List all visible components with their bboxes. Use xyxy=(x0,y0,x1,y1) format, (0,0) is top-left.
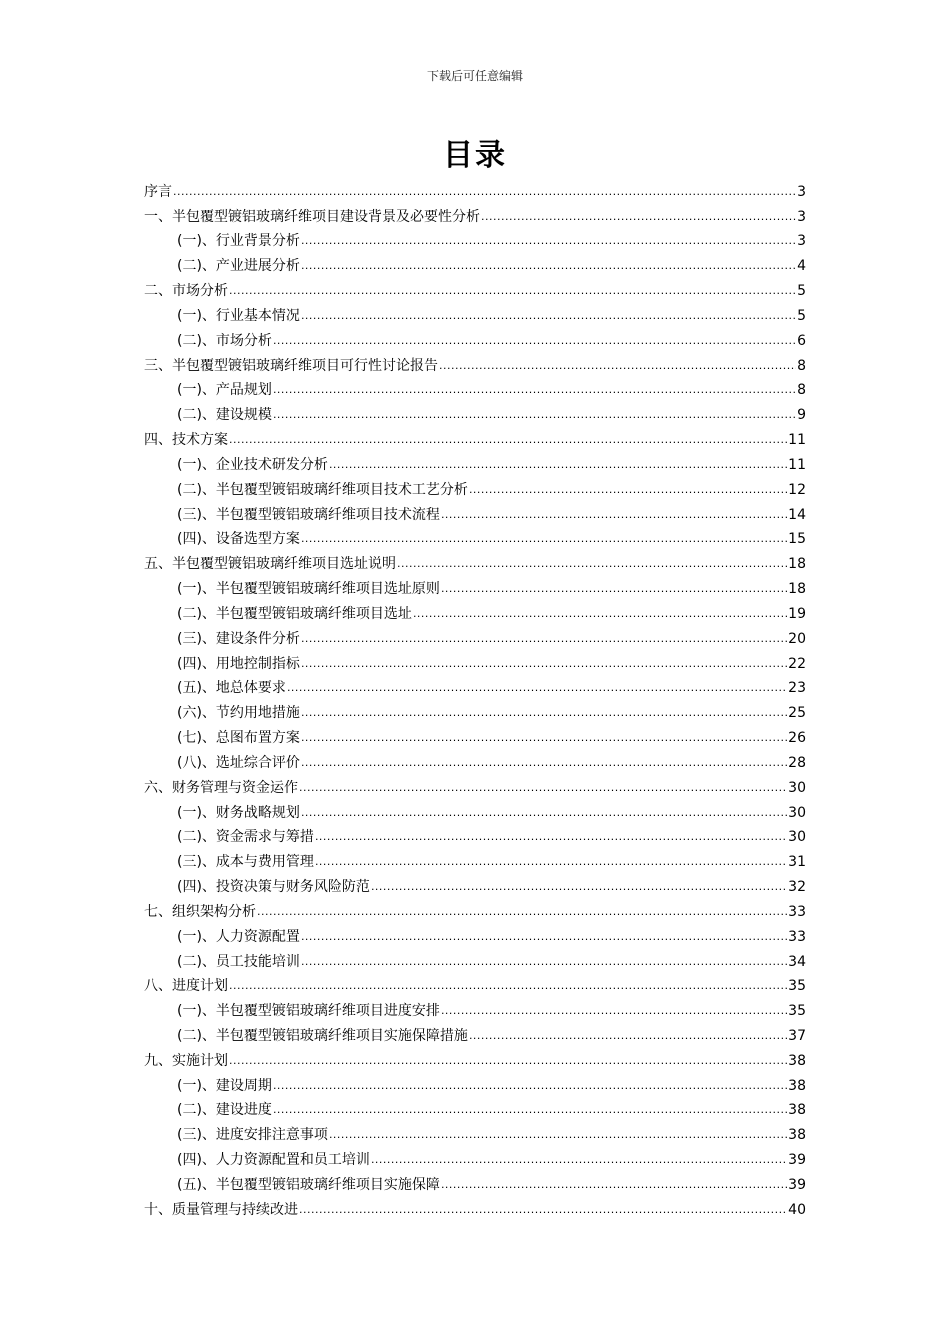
toc-entry-label: (一)、产品规划 xyxy=(177,382,272,399)
toc-dot-leader xyxy=(441,580,787,597)
toc-dot-leader xyxy=(229,1052,787,1069)
toc-subsection-entry[interactable] xyxy=(144,921,806,946)
toc-entry-page-number: 39 xyxy=(788,1152,806,1169)
toc-dot-leader xyxy=(229,431,787,448)
toc-entry-label: (四)、人力资源配置和员工培训 xyxy=(177,1152,370,1169)
toc-entry-page-number: 38 xyxy=(788,1102,806,1119)
toc-entry-page-number: 12 xyxy=(788,481,806,498)
toc-dot-leader xyxy=(273,381,796,398)
toc-dot-leader xyxy=(301,655,787,672)
toc-dot-leader xyxy=(173,183,796,200)
toc-entry-label: (三)、成本与费用管理 xyxy=(177,854,314,871)
toc-dot-leader xyxy=(439,357,796,374)
table-of-contents xyxy=(144,176,806,1219)
toc-entry-page-number: 6 xyxy=(797,332,806,349)
toc-section-entry[interactable] xyxy=(144,201,806,226)
toc-section-entry[interactable] xyxy=(144,548,806,573)
toc-dot-leader xyxy=(301,804,787,821)
toc-subsection-entry[interactable] xyxy=(144,846,806,871)
toc-section-entry[interactable] xyxy=(144,424,806,449)
toc-entry-label: 十、质量管理与持续改进 xyxy=(144,1201,298,1218)
toc-dot-leader xyxy=(257,903,787,920)
toc-entry-label: 二、市场分析 xyxy=(144,283,228,300)
toc-section-entry[interactable] xyxy=(144,275,806,300)
toc-entry-page-number: 3 xyxy=(797,233,806,250)
toc-dot-leader xyxy=(273,1077,787,1094)
toc-entry-page-number: 9 xyxy=(797,407,806,424)
toc-dot-leader xyxy=(371,878,787,895)
toc-dot-leader xyxy=(329,1126,787,1143)
toc-entry-label: (二)、半包覆型镀铝玻璃纤维项目实施保障措施 xyxy=(177,1027,468,1044)
toc-subsection-entry[interactable] xyxy=(144,474,806,499)
toc-dot-leader xyxy=(299,1201,787,1218)
toc-dot-leader xyxy=(315,828,787,845)
toc-subsection-entry[interactable] xyxy=(144,623,806,648)
toc-entry-page-number: 31 xyxy=(788,854,806,871)
toc-subsection-entry[interactable] xyxy=(144,226,806,251)
toc-subsection-entry[interactable] xyxy=(144,300,806,325)
toc-entry-label: (一)、行业背景分析 xyxy=(177,233,300,250)
toc-subsection-entry[interactable] xyxy=(144,673,806,698)
toc-dot-leader xyxy=(301,257,796,274)
toc-subsection-entry[interactable] xyxy=(144,1119,806,1144)
toc-entry-page-number: 30 xyxy=(788,779,806,796)
toc-entry-label: (三)、半包覆型镀铝玻璃纤维项目技术流程 xyxy=(177,506,440,523)
toc-entry-page-number: 8 xyxy=(797,382,806,399)
toc-section-entry[interactable] xyxy=(144,772,806,797)
toc-subsection-entry[interactable] xyxy=(144,1095,806,1120)
toc-section-entry[interactable] xyxy=(144,896,806,921)
toc-dot-leader xyxy=(329,456,787,473)
toc-dot-leader xyxy=(469,481,787,498)
toc-subsection-entry[interactable] xyxy=(144,822,806,847)
toc-dot-leader xyxy=(273,1101,787,1118)
toc-dot-leader xyxy=(481,208,796,225)
toc-entry-label: 三、半包覆型镀铝玻璃纤维项目可行性讨论报告 xyxy=(144,357,438,374)
toc-entry-page-number: 11 xyxy=(788,432,806,449)
toc-subsection-entry[interactable] xyxy=(144,1169,806,1194)
toc-subsection-entry[interactable] xyxy=(144,648,806,673)
toc-entry-page-number: 14 xyxy=(788,506,806,523)
toc-section-entry[interactable] xyxy=(144,1045,806,1070)
toc-entry-page-number: 32 xyxy=(788,879,806,896)
toc-dot-leader xyxy=(301,630,787,647)
toc-entry-label: (八)、选址综合评价 xyxy=(177,754,300,771)
toc-section-entry[interactable] xyxy=(144,176,806,201)
toc-subsection-entry[interactable] xyxy=(144,697,806,722)
toc-entry-label: (四)、用地控制指标 xyxy=(177,655,300,672)
toc-entry-label: (四)、设备选型方案 xyxy=(177,531,300,548)
toc-entry-label: (二)、资金需求与筹措 xyxy=(177,829,314,846)
toc-entry-page-number: 33 xyxy=(788,903,806,920)
toc-entry-label: (一)、半包覆型镀铝玻璃纤维项目进度安排 xyxy=(177,1003,440,1020)
toc-entry-page-number: 30 xyxy=(788,804,806,821)
toc-dot-leader xyxy=(301,928,787,945)
toc-entry-page-number: 25 xyxy=(788,705,806,722)
toc-dot-leader xyxy=(441,1176,787,1193)
toc-entry-page-number: 38 xyxy=(788,1127,806,1144)
toc-entry-page-number: 4 xyxy=(797,258,806,275)
toc-entry-page-number: 3 xyxy=(797,208,806,225)
toc-entry-page-number: 34 xyxy=(788,953,806,970)
toc-subsection-entry[interactable] xyxy=(144,499,806,524)
toc-entry-page-number: 28 xyxy=(788,754,806,771)
toc-entry-label: (三)、进度安排注意事项 xyxy=(177,1127,328,1144)
toc-entry-page-number: 38 xyxy=(788,1052,806,1069)
toc-entry-label: 序言 xyxy=(144,183,172,200)
toc-subsection-entry[interactable] xyxy=(144,995,806,1020)
toc-subsection-entry[interactable] xyxy=(144,399,806,424)
toc-entry-label: (一)、半包覆型镀铝玻璃纤维项目选址原则 xyxy=(177,581,440,598)
toc-section-entry[interactable] xyxy=(144,1194,806,1219)
toc-dot-leader xyxy=(413,605,787,622)
toc-entry-page-number: 3 xyxy=(797,183,806,200)
toc-entry-label: (一)、企业技术研发分析 xyxy=(177,456,328,473)
toc-subsection-entry[interactable] xyxy=(144,1144,806,1169)
toc-dot-leader xyxy=(301,530,787,547)
toc-subsection-entry[interactable] xyxy=(144,1020,806,1045)
toc-entry-label: (二)、半包覆型镀铝玻璃纤维项目技术工艺分析 xyxy=(177,481,468,498)
toc-subsection-entry[interactable] xyxy=(144,573,806,598)
toc-entry-label: 一、半包覆型镀铝玻璃纤维项目建设背景及必要性分析 xyxy=(144,208,480,225)
toc-entry-label: 九、实施计划 xyxy=(144,1052,228,1069)
toc-dot-leader xyxy=(371,1151,787,1168)
toc-title: 目录 xyxy=(443,138,507,173)
toc-entry-page-number: 23 xyxy=(788,680,806,697)
toc-section-entry[interactable] xyxy=(144,350,806,375)
toc-dot-leader xyxy=(301,307,796,324)
toc-entry-label: (二)、半包覆型镀铝玻璃纤维项目选址 xyxy=(177,605,412,622)
toc-section-entry[interactable] xyxy=(144,971,806,996)
toc-entry-label: 七、组织架构分析 xyxy=(144,903,256,920)
toc-entry-page-number: 20 xyxy=(788,630,806,647)
toc-entry-page-number: 30 xyxy=(788,829,806,846)
toc-entry-label: 四、技术方案 xyxy=(144,432,228,449)
toc-entry-page-number: 5 xyxy=(797,307,806,324)
toc-entry-page-number: 5 xyxy=(797,283,806,300)
toc-entry-label: (二)、建设进度 xyxy=(177,1102,272,1119)
toc-entry-page-number: 8 xyxy=(797,357,806,374)
toc-subsection-entry[interactable] xyxy=(144,946,806,971)
toc-entry-label: (一)、人力资源配置 xyxy=(177,928,300,945)
toc-entry-label: (一)、财务战略规划 xyxy=(177,804,300,821)
toc-entry-label: (五)、半包覆型镀铝玻璃纤维项目实施保障 xyxy=(177,1176,440,1193)
toc-dot-leader xyxy=(301,953,787,970)
toc-subsection-entry[interactable] xyxy=(144,1070,806,1095)
toc-subsection-entry[interactable] xyxy=(144,598,806,623)
toc-entry-page-number: 40 xyxy=(788,1201,806,1218)
toc-entry-label: (七)、总图布置方案 xyxy=(177,730,300,747)
toc-entry-label: (二)、建设规模 xyxy=(177,407,272,424)
toc-entry-label: (六)、节约用地措施 xyxy=(177,705,300,722)
toc-dot-leader xyxy=(315,853,787,870)
toc-entry-label: (三)、建设条件分析 xyxy=(177,630,300,647)
toc-entry-page-number: 33 xyxy=(788,928,806,945)
toc-entry-page-number: 18 xyxy=(788,556,806,573)
toc-subsection-entry[interactable] xyxy=(144,375,806,400)
toc-dot-leader xyxy=(273,332,796,349)
toc-entry-label: 六、财务管理与资金运作 xyxy=(144,779,298,796)
toc-subsection-entry[interactable] xyxy=(144,449,806,474)
toc-entry-page-number: 37 xyxy=(788,1027,806,1044)
toc-subsection-entry[interactable] xyxy=(144,722,806,747)
toc-dot-leader xyxy=(441,506,787,523)
toc-dot-leader xyxy=(301,729,787,746)
toc-entry-page-number: 38 xyxy=(788,1077,806,1094)
toc-dot-leader xyxy=(299,779,787,796)
toc-entry-page-number: 26 xyxy=(788,730,806,747)
toc-dot-leader xyxy=(301,232,796,249)
toc-dot-leader xyxy=(229,282,796,299)
toc-entry-label: 五、半包覆型镀铝玻璃纤维项目选址说明 xyxy=(144,556,396,573)
toc-entry-label: (二)、产业进展分析 xyxy=(177,258,300,275)
toc-subsection-entry[interactable] xyxy=(144,871,806,896)
toc-dot-leader xyxy=(469,1027,787,1044)
toc-entry-label: (一)、行业基本情况 xyxy=(177,307,300,324)
toc-subsection-entry[interactable] xyxy=(144,797,806,822)
toc-entry-label: (一)、建设周期 xyxy=(177,1077,272,1094)
toc-subsection-entry[interactable] xyxy=(144,747,806,772)
toc-entry-label: (四)、投资决策与财务风险防范 xyxy=(177,879,370,896)
toc-dot-leader xyxy=(301,754,787,771)
toc-subsection-entry[interactable] xyxy=(144,325,806,350)
toc-entry-page-number: 18 xyxy=(788,581,806,598)
toc-entry-page-number: 35 xyxy=(788,1003,806,1020)
toc-entry-label: 八、进度计划 xyxy=(144,978,228,995)
page-header-note: 下载后可任意编辑 xyxy=(426,69,523,83)
toc-entry-page-number: 22 xyxy=(788,655,806,672)
toc-entry-label: (五)、地总体要求 xyxy=(177,680,286,697)
toc-entry-page-number: 19 xyxy=(788,605,806,622)
toc-entry-label: (二)、市场分析 xyxy=(177,332,272,349)
toc-dot-leader xyxy=(301,704,787,721)
toc-entry-label: (二)、员工技能培训 xyxy=(177,953,300,970)
toc-subsection-entry[interactable] xyxy=(144,250,806,275)
toc-entry-page-number: 35 xyxy=(788,978,806,995)
toc-entry-page-number: 15 xyxy=(788,531,806,548)
toc-entry-page-number: 39 xyxy=(788,1176,806,1193)
toc-dot-leader xyxy=(441,1002,787,1019)
toc-dot-leader xyxy=(273,406,796,423)
toc-entry-page-number: 11 xyxy=(788,456,806,473)
toc-subsection-entry[interactable] xyxy=(144,524,806,549)
toc-dot-leader xyxy=(397,555,787,572)
toc-dot-leader xyxy=(229,977,787,994)
toc-dot-leader xyxy=(287,679,787,696)
